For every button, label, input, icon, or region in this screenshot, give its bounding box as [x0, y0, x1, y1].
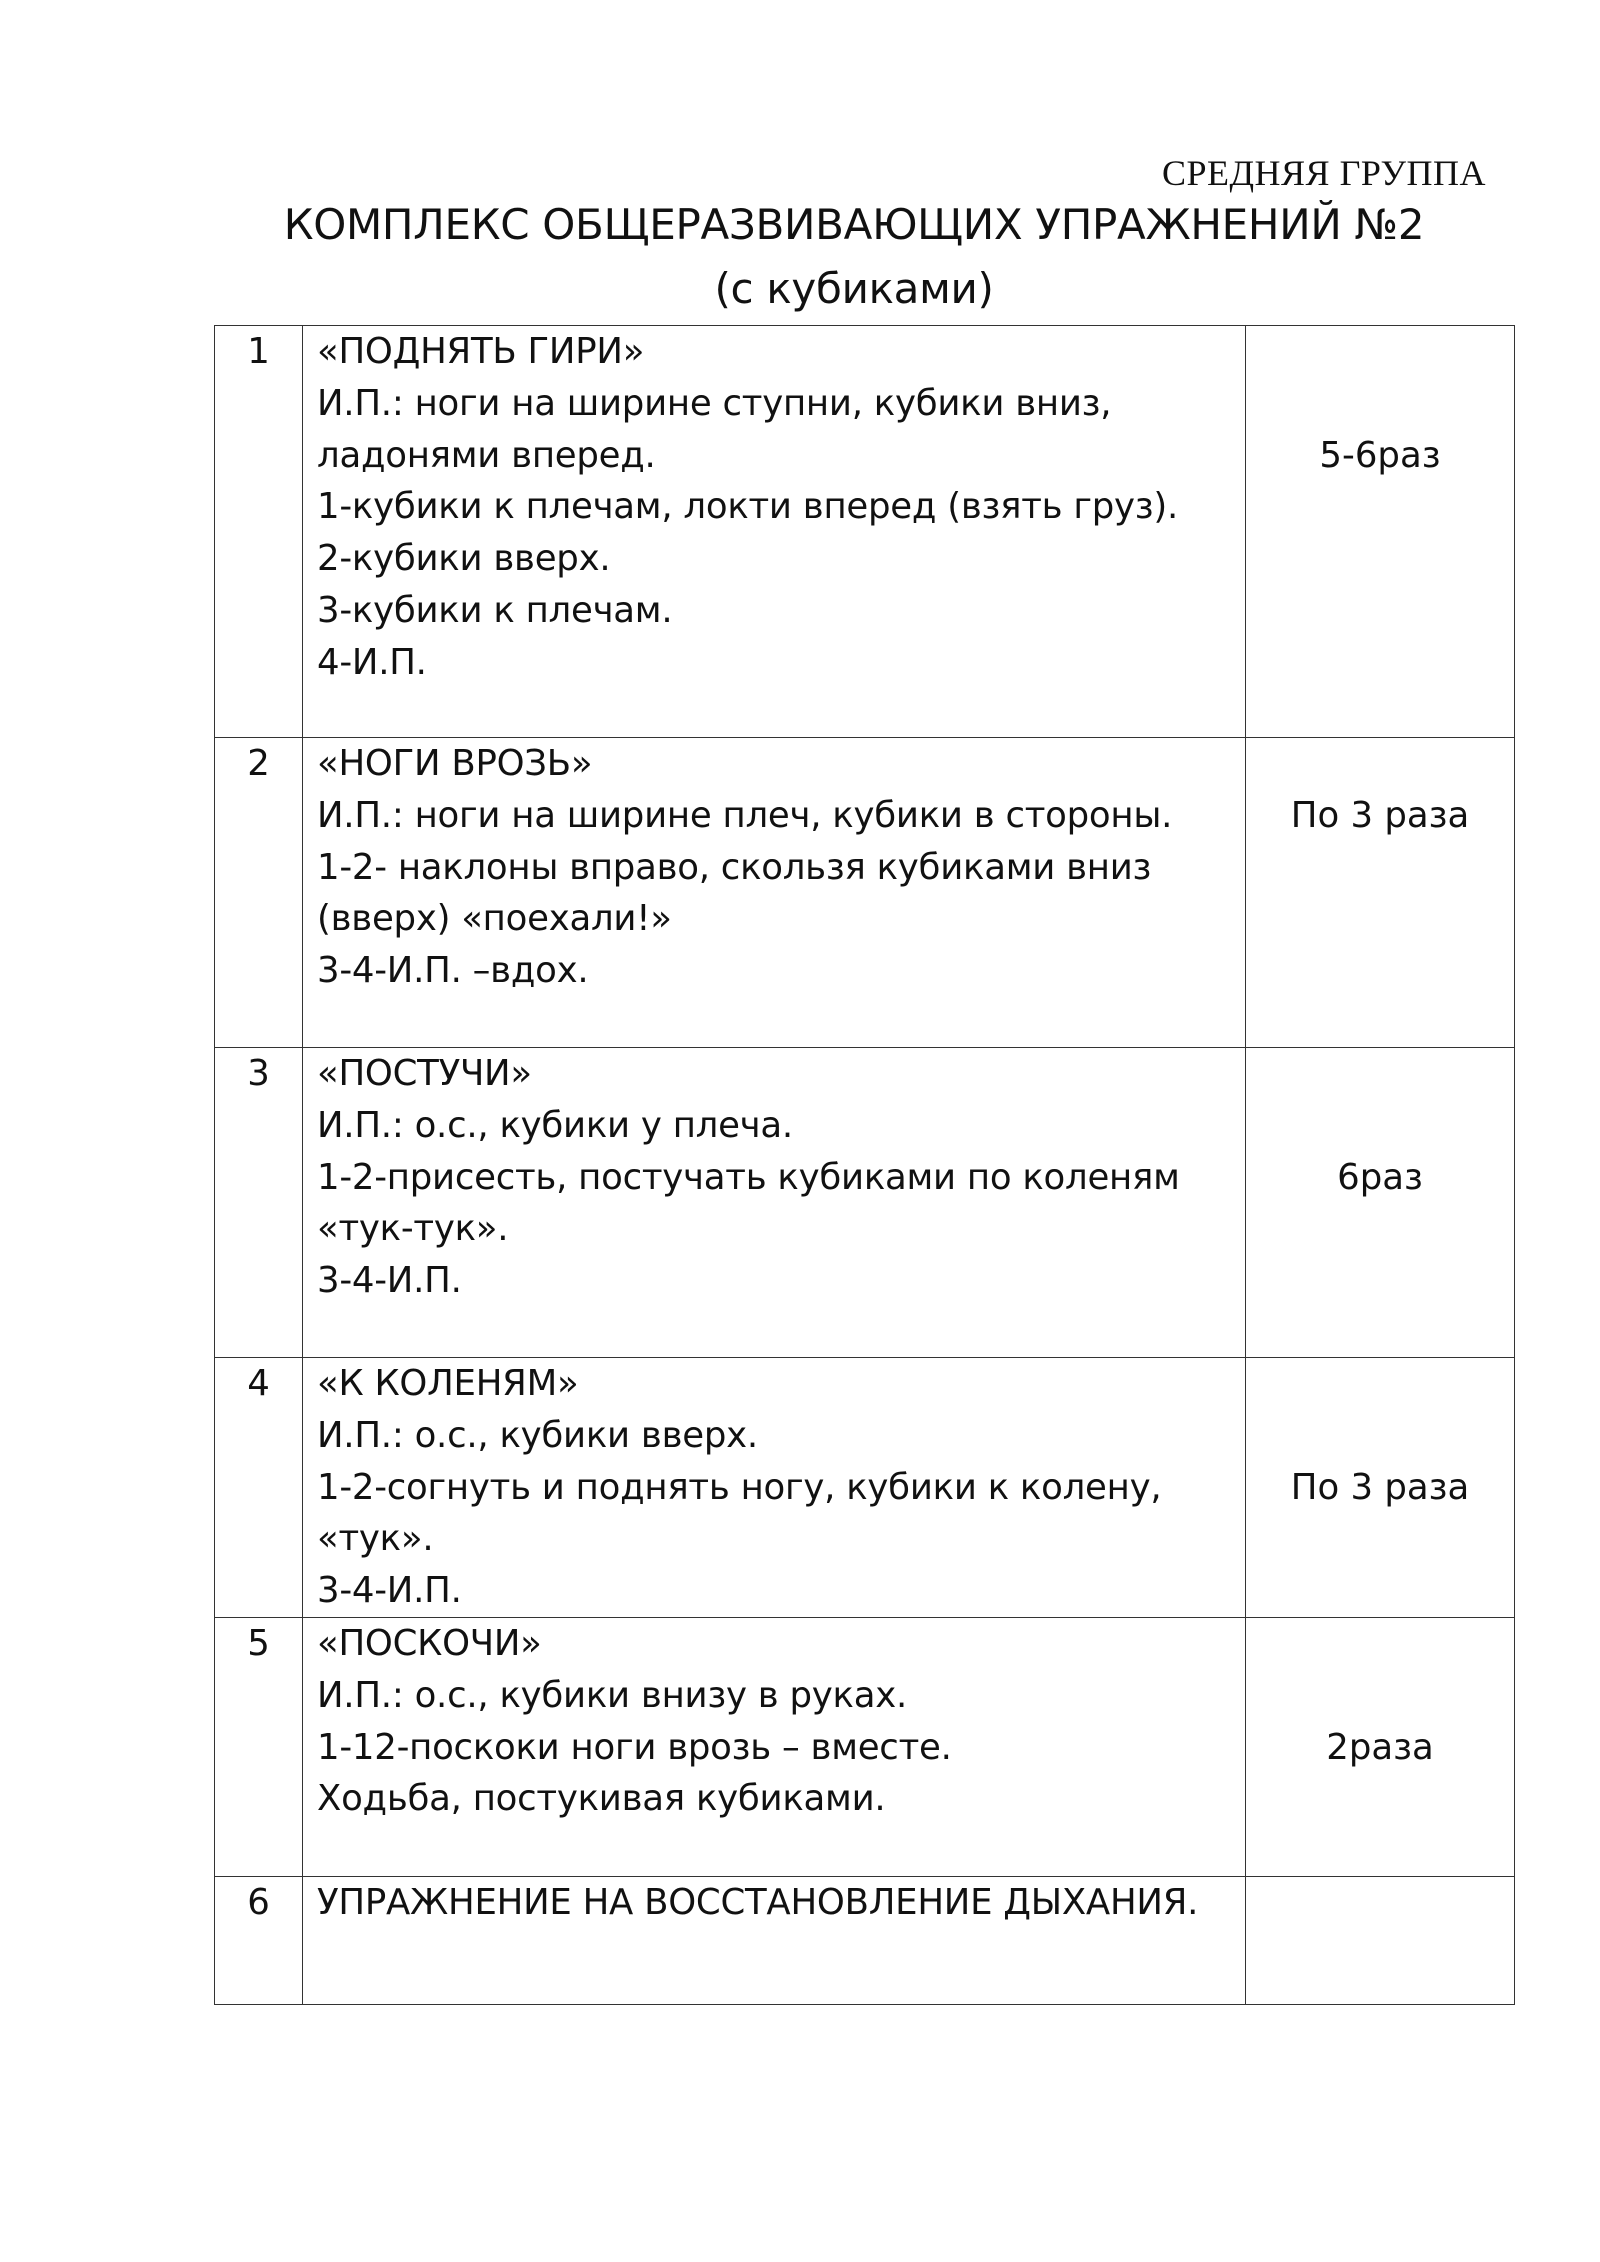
exercise-description	[303, 1048, 1246, 1358]
exercise-name: «ПОСКОЧИ»	[317, 1622, 542, 1664]
exercise-line: 1-2-присесть, постучать кубиками по коленям	[317, 1156, 1180, 1198]
document-title: КОМПЛЕКС ОБЩЕРАЗВИВАЮЩИХ УПРАЖНЕНИЙ №2	[283, 200, 1425, 249]
exercise-name: УПРАЖНЕНИЕ НА ВОССТАНОВЛЕНИЕ ДЫХАНИЯ.	[317, 1881, 1199, 1923]
exercise-line: «тук-тук».	[317, 1208, 509, 1250]
table-row	[215, 326, 1515, 738]
exercise-line: 1-2-согнуть и поднять ногу, кубики к колену,	[317, 1466, 1162, 1508]
exercise-line: 1-2- наклоны вправо, скользя кубиками вниз	[317, 846, 1152, 888]
exercise-number: 6	[215, 1876, 303, 2004]
exercise-line: (вверх) «поехали!»	[317, 898, 672, 940]
exercise-line: Ходьба, постукивая кубиками.	[317, 1778, 886, 1820]
exercise-name: «ПОДНЯТЬ ГИРИ»	[317, 331, 645, 372]
exercise-number: 4	[215, 1358, 303, 1618]
exercise-line: 4-И.П.	[317, 641, 427, 683]
exercise-description	[303, 738, 1246, 1048]
exercise-reps-cell	[1246, 1048, 1515, 1358]
exercise-description	[303, 1876, 1246, 2004]
document-subtitle: (с кубиками)	[714, 264, 994, 313]
exercise-reps-cell	[1246, 1876, 1515, 2004]
exercise-line: И.П.: ноги на ширине плеч, кубики в стороны.	[317, 794, 1173, 836]
exercise-reps-cell	[1246, 1358, 1515, 1618]
exercise-reps: 2раза	[1326, 1726, 1434, 1768]
exercise-line: И.П.: о.с., кубики у плеча.	[317, 1104, 793, 1146]
exercise-reps: По 3 раза	[1290, 1467, 1470, 1508]
exercise-table	[214, 325, 1515, 2005]
exercise-description	[303, 326, 1246, 738]
exercise-reps: По 3 раза	[1290, 795, 1470, 836]
exercise-line: 3-4-И.П.	[317, 1570, 462, 1612]
exercise-reps: 5-6раз	[1319, 435, 1441, 476]
exercise-reps: 6раз	[1337, 1157, 1423, 1198]
exercise-line: 1-12-поскоки ноги врозь – вместе.	[317, 1726, 952, 1768]
exercise-reps-cell	[1246, 1617, 1515, 1876]
exercise-line: 3-4-И.П. –вдох.	[317, 950, 589, 992]
table-row	[215, 1876, 1515, 2004]
exercise-description	[303, 1617, 1246, 1876]
exercise-line: «тук».	[317, 1518, 434, 1560]
exercise-line: 3-4-И.П.	[317, 1260, 462, 1302]
exercise-line: 1-кубики к плечам, локти вперед (взять груз).	[317, 486, 1179, 528]
group-label: СРЕДНЯЯ ГРУППА	[1161, 153, 1486, 193]
exercise-name: «К КОЛЕНЯМ»	[317, 1363, 579, 1404]
table-row	[215, 1048, 1515, 1358]
exercise-number: 1	[215, 326, 303, 738]
exercise-line: ладонями вперед.	[317, 434, 656, 476]
exercise-line: И.П.: о.с., кубики внизу в руках.	[317, 1674, 908, 1716]
exercise-reps-cell	[1246, 326, 1515, 738]
exercise-line: 3-кубики к плечам.	[317, 589, 673, 631]
table-row	[215, 1617, 1515, 1876]
exercise-line: И.П.: о.с., кубики вверх.	[317, 1414, 758, 1456]
exercise-description	[303, 1358, 1246, 1618]
exercise-number: 3	[215, 1048, 303, 1358]
exercise-reps-cell	[1246, 738, 1515, 1048]
table-row	[215, 1358, 1515, 1618]
exercise-number: 5	[215, 1617, 303, 1876]
table-row	[215, 738, 1515, 1048]
exercise-number: 2	[215, 738, 303, 1048]
exercise-name: «ПОСТУЧИ»	[317, 1053, 532, 1094]
exercise-line: 2-кубики вверх.	[317, 538, 611, 580]
exercise-line: И.П.: ноги на ширине ступни, кубики вниз,	[317, 382, 1112, 424]
exercise-name: «НОГИ ВРОЗЬ»	[317, 743, 593, 784]
